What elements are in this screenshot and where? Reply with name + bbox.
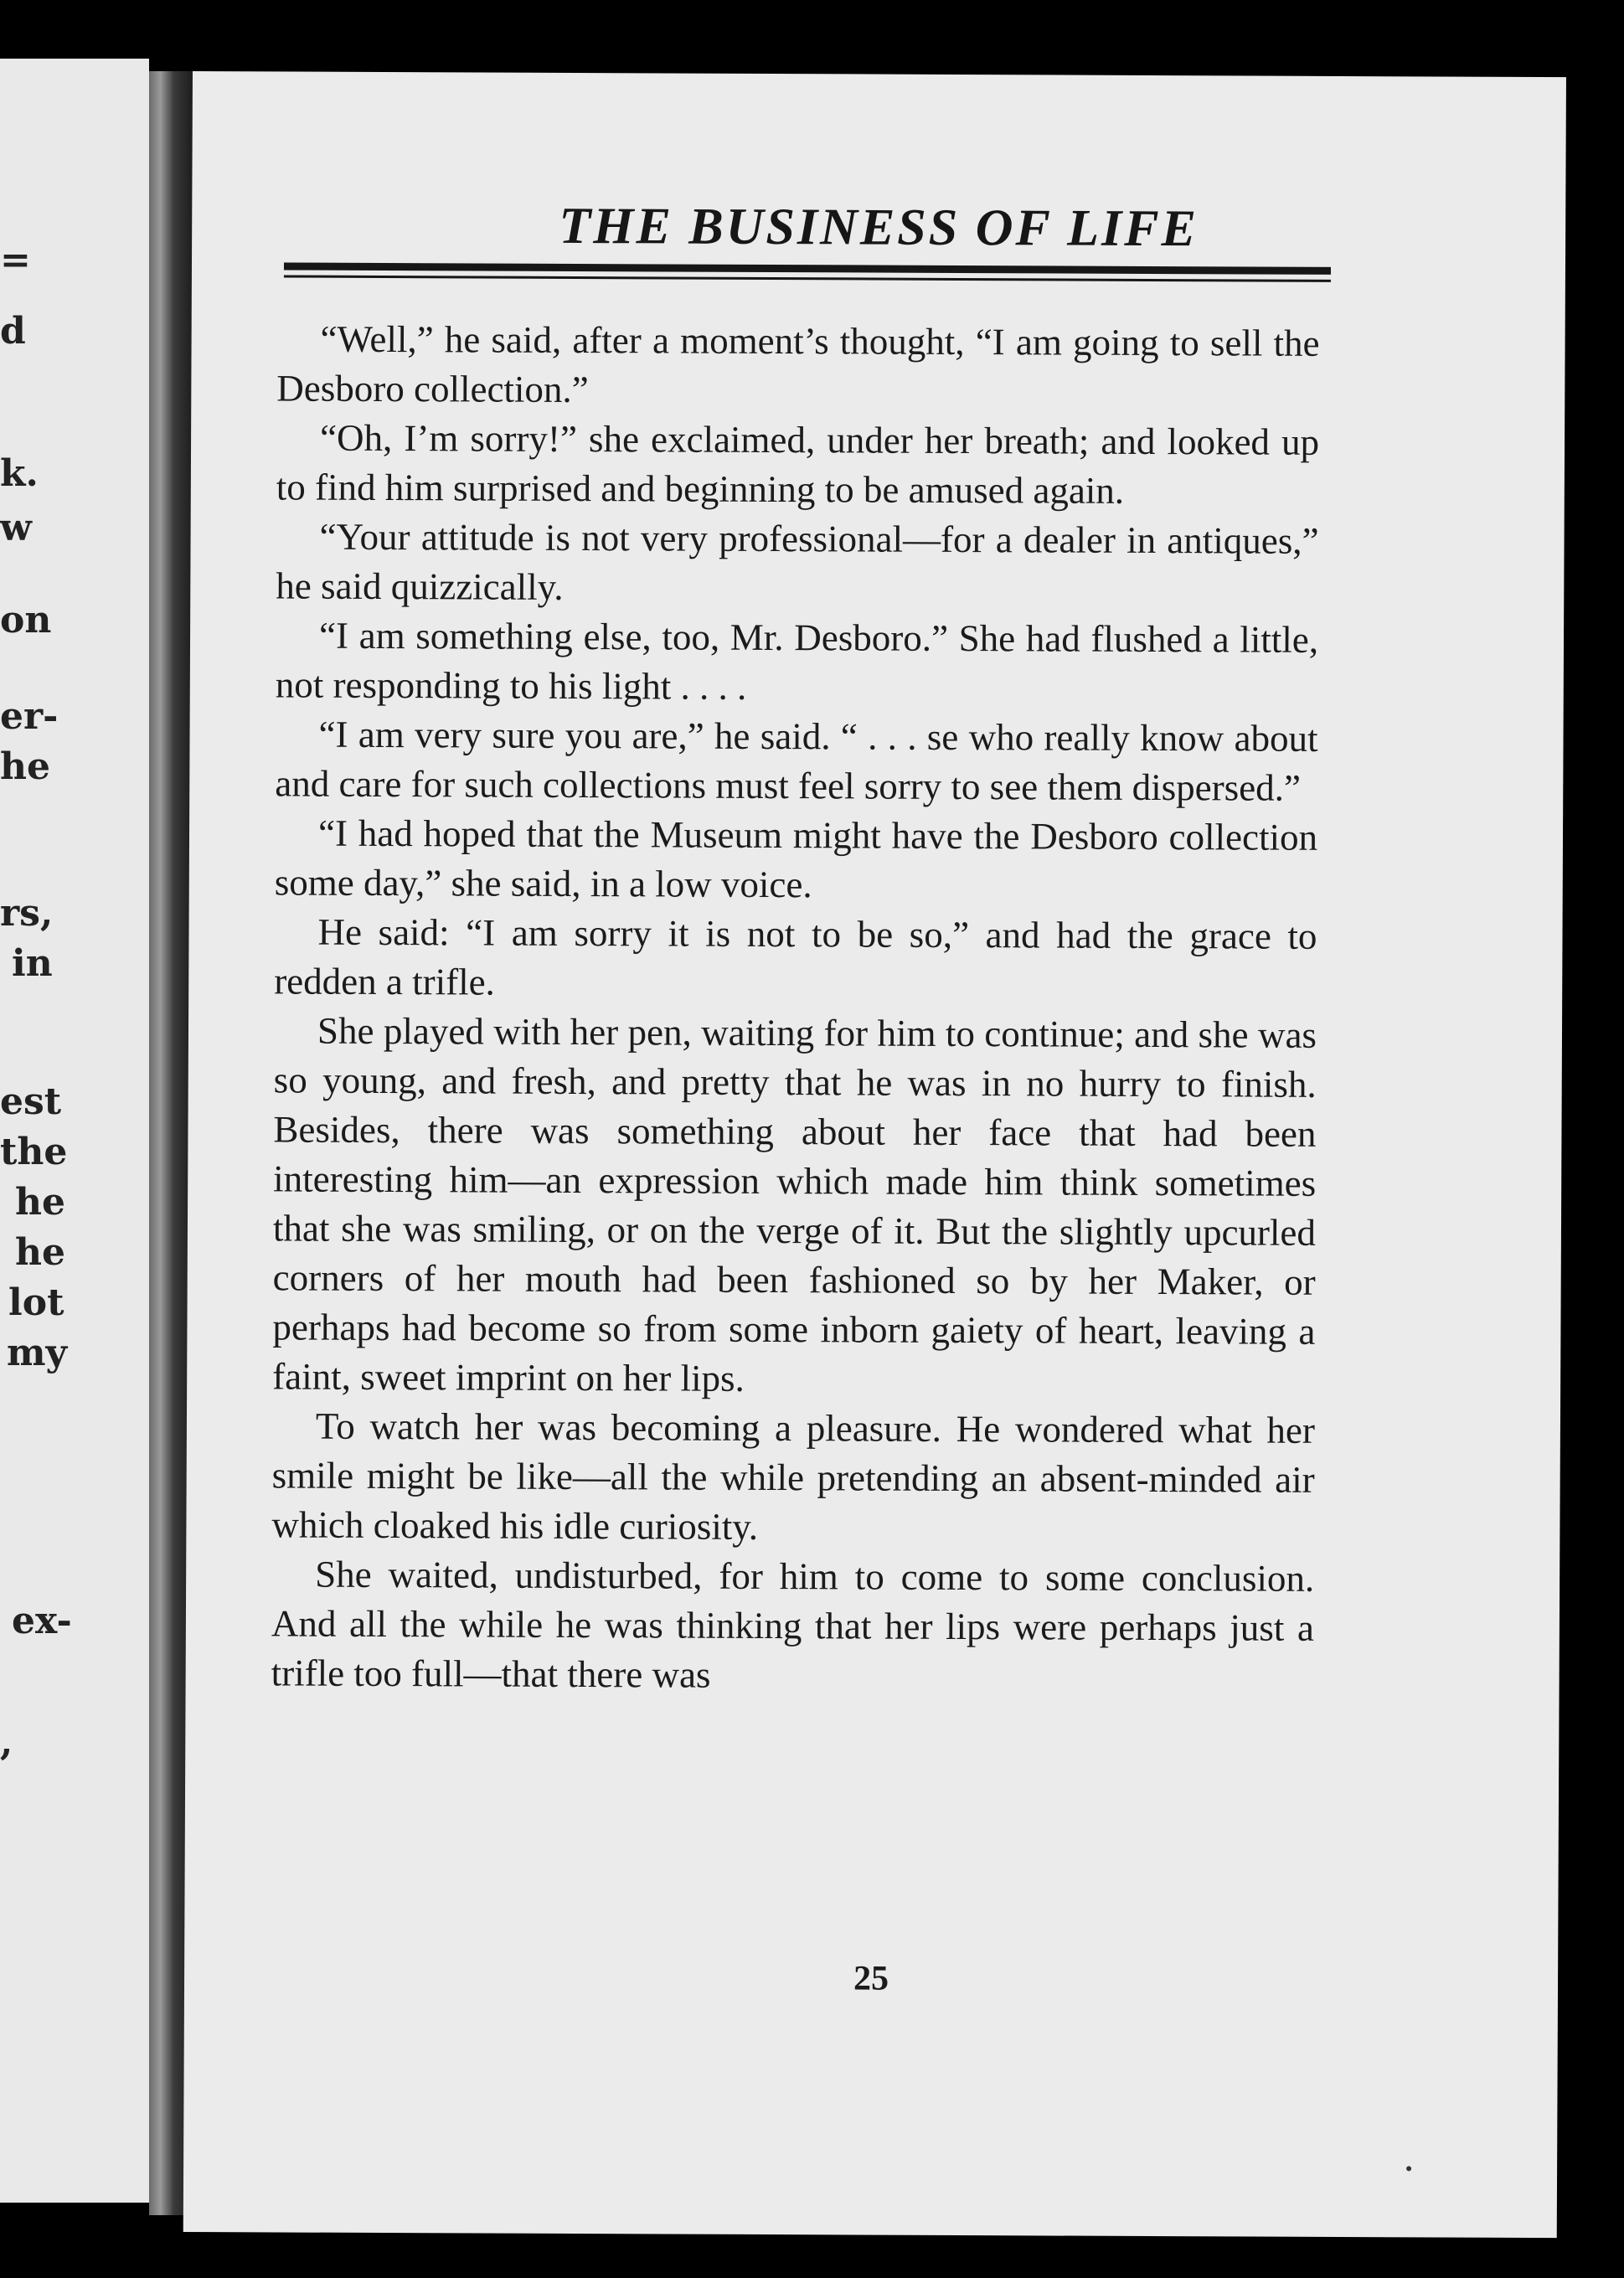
left-page-fragment: lot [8, 1281, 64, 1324]
paragraph: She waited, undisturbed, for him to come to some conclusion. And all the while he was thinking that her lips were perhaps just a trifle too full—that there was [271, 1553, 1315, 1696]
running-head: THE BUSINESS OF LIFE [559, 197, 1199, 258]
left-page-fragment: on [0, 599, 52, 642]
left-page-fragment: he [15, 1231, 65, 1274]
left-page-fragment: d [0, 310, 26, 353]
left-page-fragment: = [0, 239, 31, 281]
body-text [271, 314, 1320, 1702]
paragraph: “Oh, I’m sorry!” she exclaimed, under her breath; and looked up to find him surprised and beginning to be amused again. [276, 416, 1320, 512]
left-page-fragment: ex- [12, 1600, 72, 1642]
header-rule-thick [284, 262, 1331, 274]
paragraph: “I had hoped that the Museum might have the Desboro collection some day,” she said, in a low voice. [274, 812, 1318, 906]
left-page-fragment: er- [0, 695, 59, 738]
paragraph: “I am something else, too, Mr. Desboro.” She had flushed a little, not responding to his light . . . . [275, 614, 1319, 708]
previous-page-edge [0, 59, 149, 2203]
paragraph: “Well,” he said, after a moment’s thought, “I am going to sell the Desboro collection.” [276, 317, 1320, 411]
header-rule-thin [284, 275, 1331, 281]
paragraph: To watch her was becoming a pleasure. He wondered what her smile might be like—all the while pretending an absent-minded air which cloaked his idle curiosity. [271, 1404, 1316, 1548]
left-page-fragment: my [7, 1332, 68, 1374]
paragraph: “Your attitude is not very professional—for a dealer in antiques,” he said quizzically. [276, 515, 1319, 608]
book-page [183, 71, 1566, 2238]
paper-speck [1406, 2166, 1411, 2171]
left-page-fragment: w [0, 507, 32, 549]
left-page-fragment: he [0, 745, 50, 788]
left-page-fragment: he [15, 1181, 65, 1224]
left-page-fragment: est [0, 1080, 62, 1123]
page-number: 25 [853, 1959, 889, 1998]
paragraph: He said: “I am sorry it is not to be so,” and had the grace to redden a trifle. [274, 910, 1317, 1003]
left-page-fragment: the [0, 1131, 68, 1173]
left-page-fragment: in [12, 942, 53, 985]
left-page-fragment: rs, [0, 892, 54, 935]
left-page-fragment: k. [0, 452, 39, 495]
left-page-fragment: , [0, 1721, 13, 1764]
paragraph: “I am very sure you are,” he said. “ . . . se who really know about and care for such collections must feel sorry to see them dispersed.” [275, 713, 1318, 809]
paragraph: She played with her pen, waiting for him to continue; and she was so young, and fresh, and pretty that he was in no hurry to finish. Besides, there was something about her face that had been interesting him—an expression which made him think sometimes that she was smiling, or on the verge of it. But the slightly upcurled corners of her mouth had been fashioned so by her Maker, or perhaps had become so from some inborn gaiety of heart, leaving a faint, sweet imprint on her lips. [272, 1009, 1317, 1399]
